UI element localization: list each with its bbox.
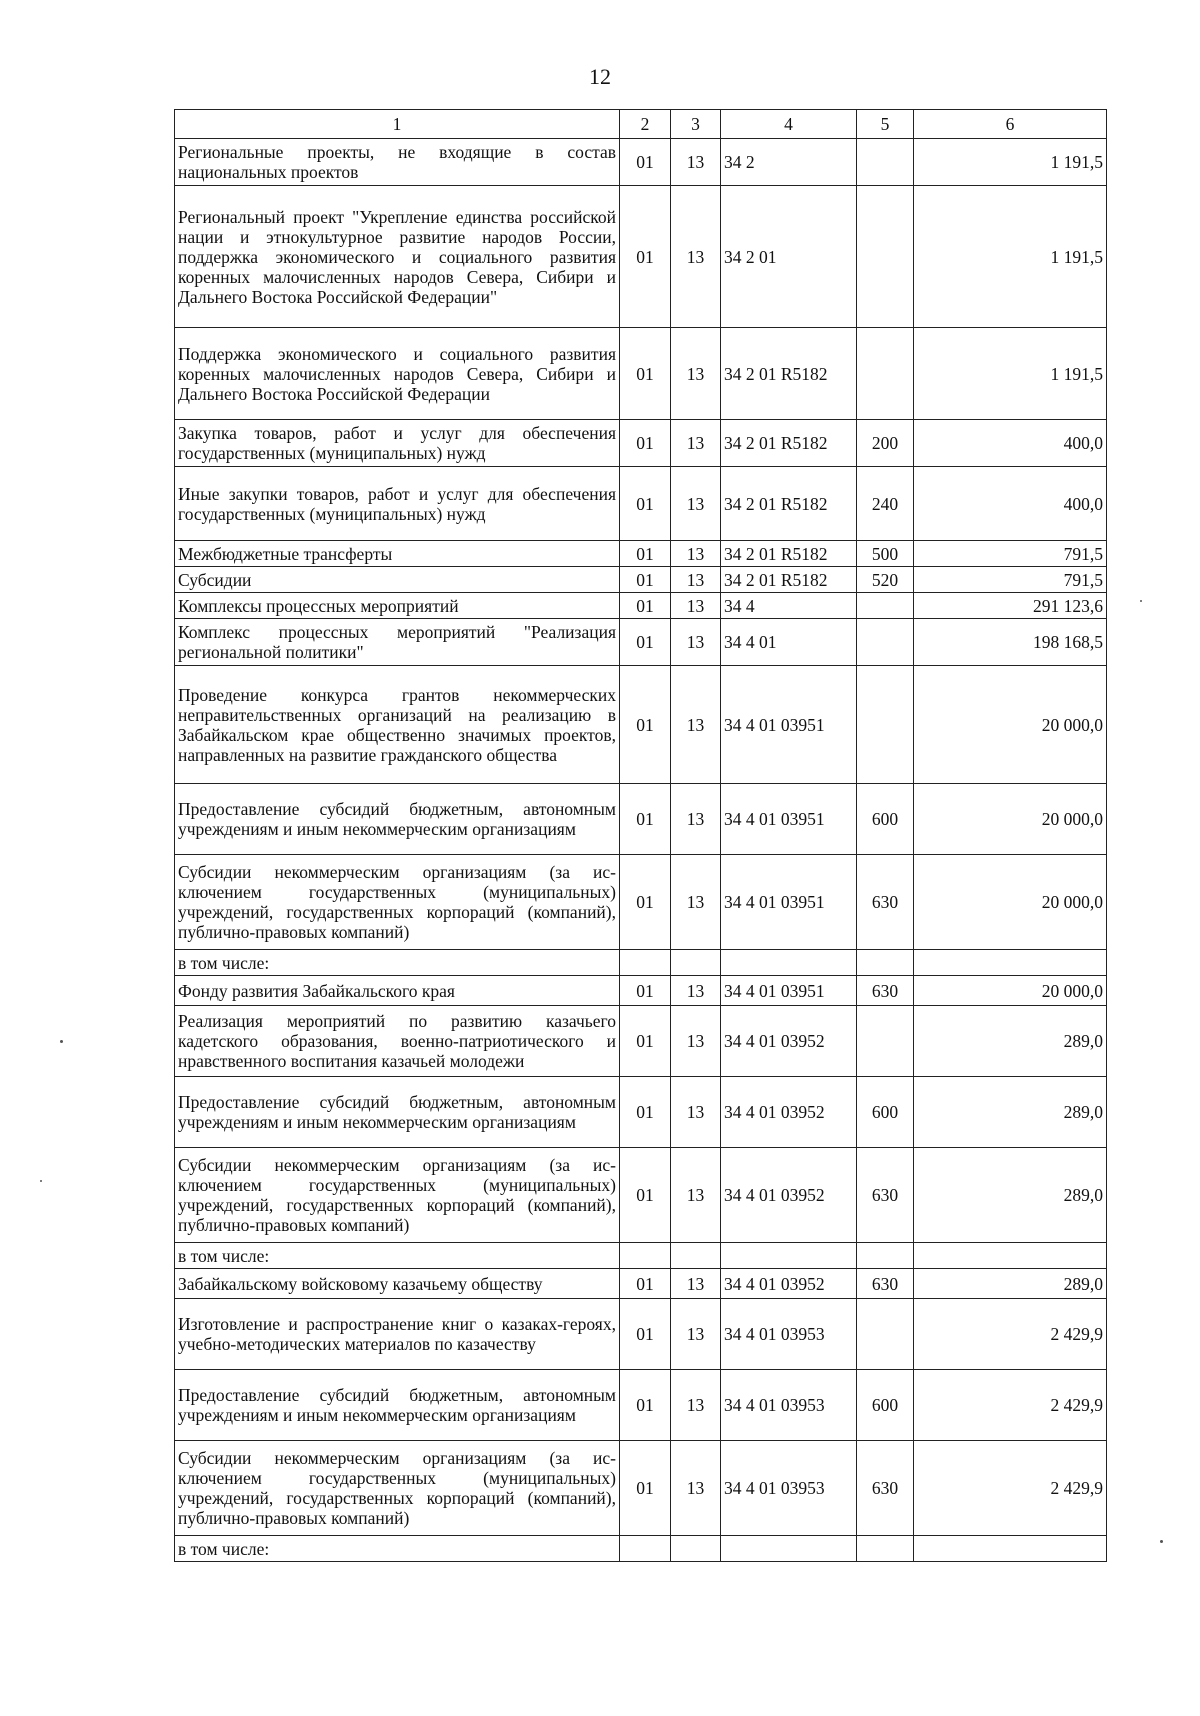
cell-name: в том числе: [175, 1536, 620, 1562]
cell-name: Предоставление субсидий бюджетным, автономным учреждениям и иным некоммерческим организациям [175, 1370, 620, 1441]
cell-subsection: 13 [671, 467, 721, 541]
table-row [175, 1077, 1107, 1148]
cell-code: 34 2 01 R5182 [721, 420, 857, 467]
cell-amount: 20 000,0 [914, 784, 1107, 855]
table-row [175, 1370, 1107, 1441]
header-cell-5: 5 [857, 110, 914, 139]
cell-amount [914, 1243, 1107, 1269]
table-row [175, 1299, 1107, 1370]
cell-amount: 1 191,5 [914, 139, 1107, 186]
cell-amount: 291 123,6 [914, 593, 1107, 619]
table-row [175, 567, 1107, 593]
cell-name: Комплекс процессных мероприятий "Реализация региональной политики" [175, 619, 620, 666]
cell-amount: 1 191,5 [914, 328, 1107, 420]
cell-name: Субсидии некоммерческим организациям (за исключением государственных (муниципальных) учреждений, государственных корпораций (компаний), публично-правовых компаний) [175, 855, 620, 950]
cell-subsection: 13 [671, 784, 721, 855]
cell-type: 600 [857, 1370, 914, 1441]
cell-subsection: 13 [671, 593, 721, 619]
cell-name: Предоставление субсидий бюджетным, автономным учреждениям и иным некоммерческим организациям [175, 1077, 620, 1148]
header-cell-4: 4 [721, 110, 857, 139]
cell-name: в том числе: [175, 950, 620, 976]
header-row [175, 110, 1107, 139]
table-row [175, 1148, 1107, 1243]
cell-amount: 2 429,9 [914, 1370, 1107, 1441]
table-row [175, 1441, 1107, 1536]
cell-name: Субсидии некоммерческим организациям (за исключением государственных (муниципальных) учреждений, государственных корпораций (компаний), публично-правовых компаний) [175, 1441, 620, 1536]
cell-section [620, 950, 671, 976]
cell-name: Фонду развития Забайкальского края [175, 976, 620, 1006]
cell-section: 01 [620, 619, 671, 666]
cell-section: 01 [620, 1148, 671, 1243]
cell-type [857, 619, 914, 666]
header-cell-2: 2 [620, 110, 671, 139]
cell-name: Поддержка экономического и социального развития коренных малочисленных народов Севера, Сибири и Дальнего Востока Российской Федерации [175, 328, 620, 420]
cell-name: Комплексы процессных мероприятий [175, 593, 620, 619]
cell-subsection: 13 [671, 1441, 721, 1536]
table-row [175, 139, 1107, 186]
cell-subsection: 13 [671, 420, 721, 467]
cell-name: в том числе: [175, 1243, 620, 1269]
cell-code: 34 2 01 [721, 186, 857, 328]
header-cell-6: 6 [914, 110, 1107, 139]
cell-section: 01 [620, 593, 671, 619]
table-row [175, 784, 1107, 855]
cell-type [857, 1243, 914, 1269]
cell-subsection [671, 1243, 721, 1269]
cell-code: 34 2 01 R5182 [721, 328, 857, 420]
cell-section: 01 [620, 1370, 671, 1441]
table-row [175, 467, 1107, 541]
cell-name: Региональный проект "Укрепление единства российской нации и этнокультурное развитие народов России, поддержка экономического и социального развития коренных малочисленных народов Севера, Сибири и Дальнего Востока Российской Федерации" [175, 186, 620, 328]
cell-code: 34 2 01 R5182 [721, 541, 857, 567]
cell-section: 01 [620, 1441, 671, 1536]
cell-type: 500 [857, 541, 914, 567]
cell-subsection: 13 [671, 1269, 721, 1299]
cell-subsection: 13 [671, 1077, 721, 1148]
cell-code: 34 4 01 03951 [721, 855, 857, 950]
cell-amount: 289,0 [914, 1006, 1107, 1077]
budget-table [174, 109, 1107, 1562]
cell-code: 34 4 01 03953 [721, 1370, 857, 1441]
cell-section: 01 [620, 1006, 671, 1077]
table-row [175, 186, 1107, 328]
cell-name: Межбюджетные трансферты [175, 541, 620, 567]
cell-code: 34 4 01 03952 [721, 1148, 857, 1243]
cell-code: 34 4 01 [721, 619, 857, 666]
cell-section: 01 [620, 139, 671, 186]
cell-type: 520 [857, 567, 914, 593]
cell-subsection: 13 [671, 186, 721, 328]
cell-type [857, 139, 914, 186]
cell-type: 630 [857, 1148, 914, 1243]
cell-code: 34 4 01 03952 [721, 1006, 857, 1077]
cell-section: 01 [620, 541, 671, 567]
cell-amount: 20 000,0 [914, 666, 1107, 784]
table-row [175, 328, 1107, 420]
cell-code: 34 4 01 03951 [721, 784, 857, 855]
cell-amount: 1 191,5 [914, 186, 1107, 328]
cell-type: 630 [857, 855, 914, 950]
cell-type [857, 1536, 914, 1562]
cell-section: 01 [620, 467, 671, 541]
table-body [175, 139, 1107, 1562]
cell-code: 34 4 01 03953 [721, 1299, 857, 1370]
cell-type [857, 950, 914, 976]
table-row [175, 619, 1107, 666]
cell-name: Региональные проекты, не входящие в состав национальных проектов [175, 139, 620, 186]
cell-code: 34 4 [721, 593, 857, 619]
cell-subsection: 13 [671, 1006, 721, 1077]
header-cell-3: 3 [671, 110, 721, 139]
table-row [175, 855, 1107, 950]
cell-name: Реализация мероприятий по развитию казачьего кадетского образования, военно-патриотического и нравственного воспитания казачьей молодежи [175, 1006, 620, 1077]
table-row [175, 1243, 1107, 1269]
cell-code: 34 4 01 03952 [721, 1077, 857, 1148]
cell-name: Проведение конкурса грантов некоммерческих неправительственных организаций на реализацию в Забайкальском крае общественно значимых проектов, направленных на развитие гражданского общества [175, 666, 620, 784]
table-row [175, 666, 1107, 784]
cell-section: 01 [620, 666, 671, 784]
cell-type: 630 [857, 1269, 914, 1299]
cell-subsection: 13 [671, 1148, 721, 1243]
cell-code [721, 950, 857, 976]
cell-subsection: 13 [671, 541, 721, 567]
cell-type: 600 [857, 784, 914, 855]
cell-subsection: 13 [671, 855, 721, 950]
cell-amount: 791,5 [914, 567, 1107, 593]
cell-code: 34 4 01 03952 [721, 1269, 857, 1299]
cell-amount: 289,0 [914, 1148, 1107, 1243]
cell-code: 34 2 01 R5182 [721, 467, 857, 541]
scan-speck [1160, 1540, 1163, 1543]
cell-amount: 20 000,0 [914, 855, 1107, 950]
cell-section: 01 [620, 1269, 671, 1299]
cell-section: 01 [620, 1299, 671, 1370]
scan-speck [40, 1180, 42, 1182]
cell-subsection: 13 [671, 619, 721, 666]
cell-section [620, 1243, 671, 1269]
cell-subsection: 13 [671, 1299, 721, 1370]
cell-amount: 400,0 [914, 467, 1107, 541]
header-cell-1: 1 [175, 110, 620, 139]
cell-name: Изготовление и распространение книг о казаках-героях, учебно-методических материалов по казачеству [175, 1299, 620, 1370]
cell-type [857, 1006, 914, 1077]
cell-type: 630 [857, 976, 914, 1006]
cell-section: 01 [620, 420, 671, 467]
cell-code: 34 4 01 03951 [721, 976, 857, 1006]
cell-amount: 289,0 [914, 1077, 1107, 1148]
cell-type: 240 [857, 467, 914, 541]
cell-section: 01 [620, 1077, 671, 1148]
table-row [175, 420, 1107, 467]
cell-code [721, 1243, 857, 1269]
scan-speck [1140, 600, 1142, 602]
cell-section: 01 [620, 784, 671, 855]
table-row [175, 976, 1107, 1006]
cell-name: Забайкальскому войсковому казачьему обществу [175, 1269, 620, 1299]
cell-subsection: 13 [671, 666, 721, 784]
cell-name: Предоставление субсидий бюджетным, автономным учреждениям и иным некоммерческим организациям [175, 784, 620, 855]
cell-subsection: 13 [671, 328, 721, 420]
cell-name: Субсидии некоммерческим организациям (за исключением государственных (муниципальных) учреждений, государственных корпораций (компаний), публично-правовых компаний) [175, 1148, 620, 1243]
cell-name: Закупка товаров, работ и услуг для обеспечения государственных (муниципальных) нужд [175, 420, 620, 467]
cell-section: 01 [620, 855, 671, 950]
cell-type: 630 [857, 1441, 914, 1536]
cell-section: 01 [620, 567, 671, 593]
table-row [175, 541, 1107, 567]
cell-amount: 289,0 [914, 1269, 1107, 1299]
table-row [175, 1006, 1107, 1077]
cell-amount: 791,5 [914, 541, 1107, 567]
cell-amount: 2 429,9 [914, 1299, 1107, 1370]
cell-name: Субсидии [175, 567, 620, 593]
table-row [175, 1536, 1107, 1562]
cell-code: 34 4 01 03951 [721, 666, 857, 784]
cell-section: 01 [620, 976, 671, 1006]
cell-amount: 2 429,9 [914, 1441, 1107, 1536]
cell-name: Иные закупки товаров, работ и услуг для обеспечения государственных (муниципальных) нужд [175, 467, 620, 541]
table-row [175, 593, 1107, 619]
cell-code: 34 2 [721, 139, 857, 186]
cell-subsection: 13 [671, 976, 721, 1006]
cell-type [857, 666, 914, 784]
cell-type [857, 1299, 914, 1370]
page-number: 12 [589, 64, 611, 89]
cell-section: 01 [620, 328, 671, 420]
cell-code [721, 1536, 857, 1562]
cell-subsection [671, 950, 721, 976]
cell-type [857, 186, 914, 328]
cell-subsection [671, 1536, 721, 1562]
table-row [175, 950, 1107, 976]
cell-type [857, 593, 914, 619]
cell-section [620, 1536, 671, 1562]
cell-subsection: 13 [671, 567, 721, 593]
cell-subsection: 13 [671, 1370, 721, 1441]
scan-speck [60, 1040, 63, 1043]
cell-amount: 20 000,0 [914, 976, 1107, 1006]
cell-amount: 400,0 [914, 420, 1107, 467]
cell-type: 600 [857, 1077, 914, 1148]
cell-type: 200 [857, 420, 914, 467]
cell-code: 34 4 01 03953 [721, 1441, 857, 1536]
cell-type [857, 328, 914, 420]
cell-amount [914, 1536, 1107, 1562]
cell-code: 34 2 01 R5182 [721, 567, 857, 593]
table-row [175, 1269, 1107, 1299]
cell-amount: 198 168,5 [914, 619, 1107, 666]
cell-amount [914, 950, 1107, 976]
cell-section: 01 [620, 186, 671, 328]
cell-subsection: 13 [671, 139, 721, 186]
